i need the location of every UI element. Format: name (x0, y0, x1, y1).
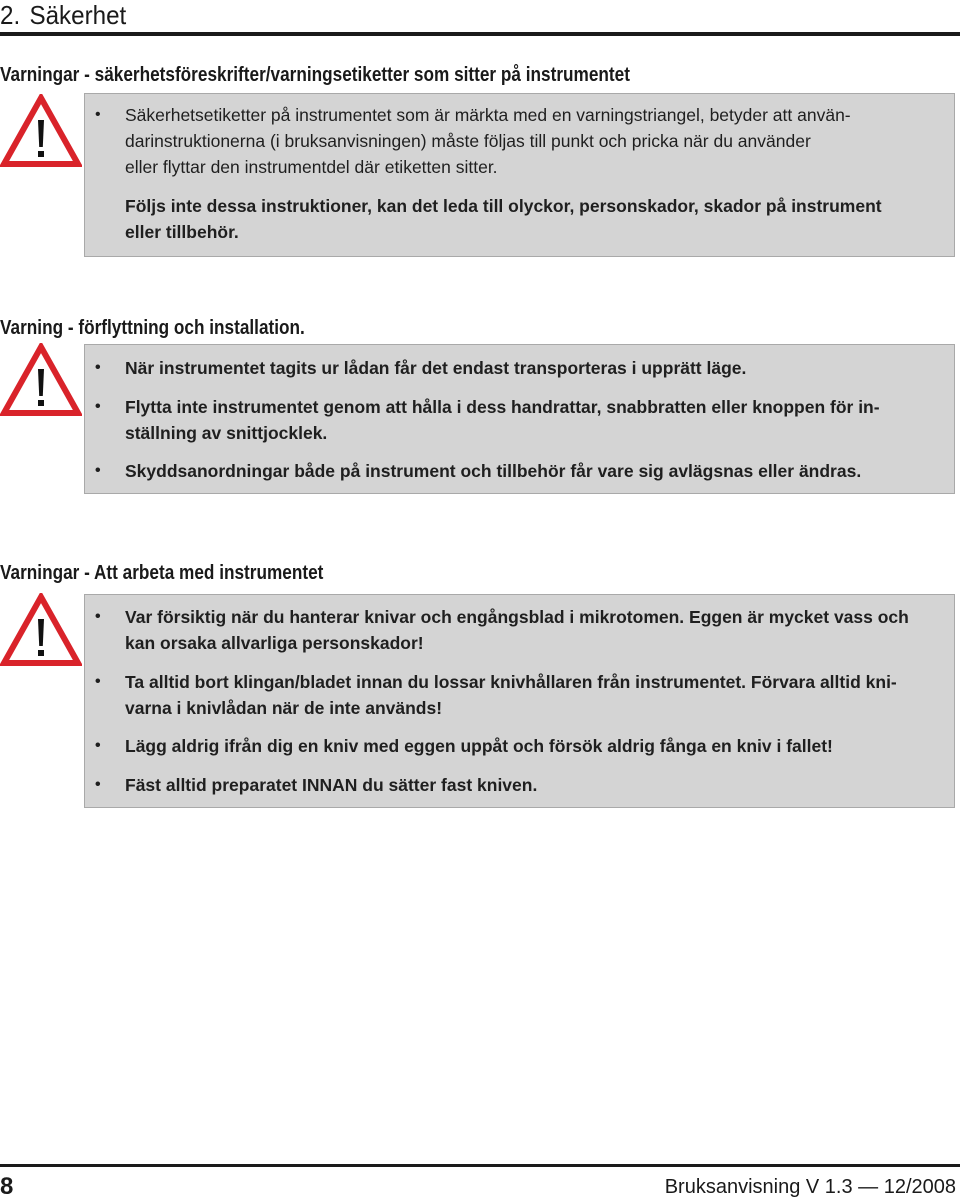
list-item-text (125, 604, 940, 656)
footer-rule (0, 1164, 960, 1167)
text-line: Flytta inte instrumentet genom att hålla i dess handrattar, snabbratten eller knoppen för in- (125, 397, 880, 417)
text-line: Säkerhetsetiketter på instrumentet som är märkta med en varningstriangel, betyder att använ- (125, 105, 851, 125)
list-item (95, 102, 940, 180)
list-item-text (125, 355, 940, 381)
chapter-name: Säkerhet (29, 0, 127, 30)
chapter-number: 2. (0, 0, 21, 30)
warning-triangle-icon (0, 94, 82, 168)
list-item (95, 669, 940, 721)
warning-triangle-icon (0, 593, 82, 667)
list-item-text (125, 193, 940, 245)
text-line: Skyddsanordningar både på instrument och tillbehör får vare sig avlägsnas eller ändras. (125, 461, 862, 481)
text-line: eller flyttar den instrumentdel där etiketten sitter. (125, 157, 498, 177)
list-item-text (125, 772, 940, 798)
bullet: • (95, 359, 101, 376)
section-title: Varningar - Att arbeta med instrumentet (0, 562, 324, 584)
bullet: • (95, 776, 101, 793)
text-line: När instrumentet tagits ur lådan får det endast transporteras i upprätt läge. (125, 358, 747, 378)
section-title: Varningar - säkerhetsföreskrifter/varningsetiketter som sitter på instrumentet (0, 64, 630, 86)
bullet: • (95, 673, 101, 690)
text-line: varna i knivlådan när de inte används! (125, 698, 443, 718)
chapter-title (0, 0, 126, 30)
text-line: Följs inte dessa instruktioner, kan det leda till olyckor, personskador, skador på instrument (125, 196, 882, 216)
bullet: • (95, 737, 101, 754)
text-line: Fäst alltid preparatet INNAN du sätter fast kniven. (125, 775, 538, 795)
list-item-text (125, 669, 940, 721)
bullet: • (95, 608, 101, 625)
list-item (125, 193, 940, 245)
text-line: darinstruktionerna (i bruksanvisningen) måste följas till punkt och pricka när du använder (125, 131, 811, 151)
text-line: kan orsaka allvarliga personskador! (125, 633, 424, 653)
chapter-header (0, 0, 960, 40)
page-footer (0, 1164, 960, 1202)
bullet: • (95, 106, 101, 123)
chapter-rule (0, 32, 960, 36)
bullet: • (95, 462, 101, 479)
warning-box (84, 594, 955, 808)
text-line: Var försiktig när du hanterar knivar och engångsblad i mikrotomen. Eggen är mycket vass och (125, 607, 909, 627)
text-line: ställning av snittjocklek. (125, 423, 328, 443)
list-item (95, 458, 940, 484)
text-line: Ta alltid bort klingan/bladet innan du lossar knivhållaren från instrumentet. Förvara alltid kni- (125, 672, 897, 692)
list-item (95, 772, 940, 798)
section-title: Varning - förflyttning och installation. (0, 317, 305, 339)
warning-triangle-icon (0, 343, 82, 417)
list-item-text (125, 394, 940, 446)
list-item-text (125, 102, 940, 180)
warning-box (84, 93, 955, 257)
bullet: • (95, 398, 101, 415)
list-item (95, 604, 940, 656)
text-line: eller tillbehör. (125, 222, 239, 242)
list-item (95, 355, 940, 381)
text-line: Lägg aldrig ifrån dig en kniv med eggen uppåt och försök aldrig fånga en kniv i fallet! (125, 736, 833, 756)
page-number: 8 (0, 1173, 14, 1200)
warning-box (84, 344, 955, 494)
document-reference: Bruksanvisning V 1.3 — 12/2008 (664, 1176, 956, 1198)
list-item-text (125, 458, 940, 484)
list-item-text (125, 733, 940, 759)
list-item (95, 394, 940, 446)
list-item (95, 733, 940, 759)
